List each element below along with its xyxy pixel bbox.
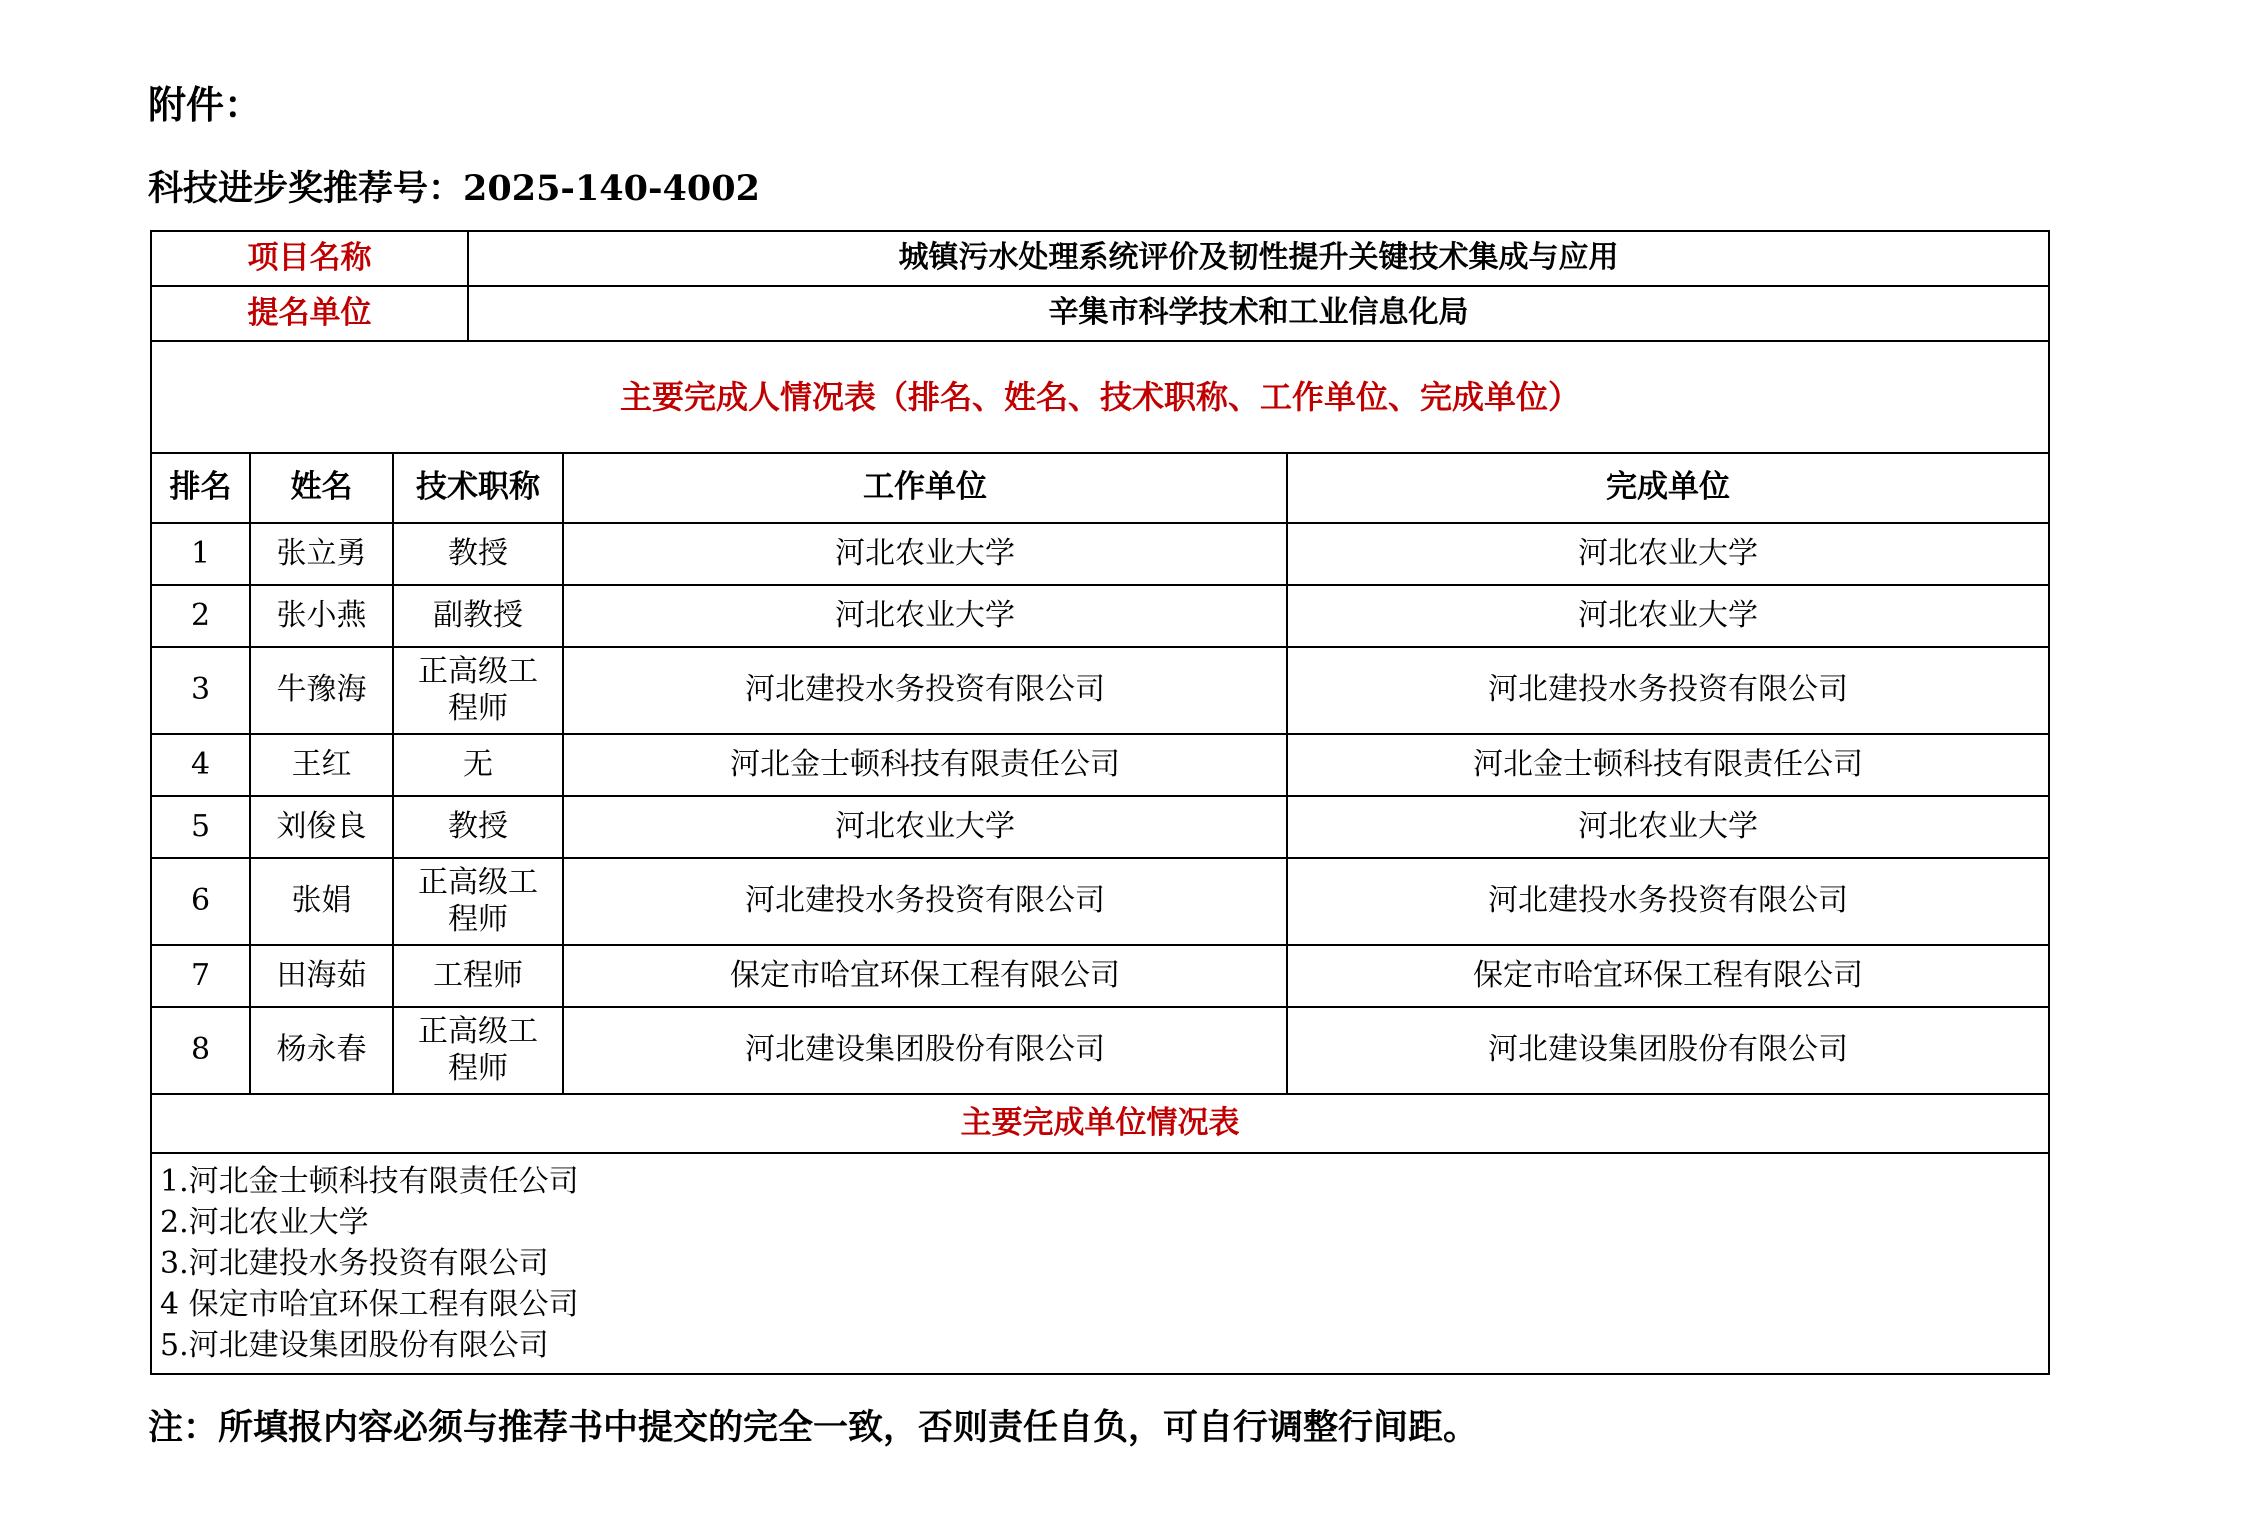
header-name: 姓名 <box>250 453 393 523</box>
note-text: 注：所填报内容必须与推荐书中提交的完全一致，否则责任自负，可自行调整行间距。 <box>148 1406 1479 1448</box>
completion-unit-cell: 河北金士顿科技有限责任公司 <box>1287 734 2049 796</box>
name-cell: 杨永春 <box>250 1007 393 1094</box>
contributors-title-row <box>151 341 2049 453</box>
name-cell: 张小燕 <box>250 585 393 647</box>
contributors-title-cell: 主要完成人情况表（排名、姓名、技术职称、工作单位、完成单位） <box>151 341 2049 453</box>
title-cell: 无 <box>393 734 563 796</box>
table-row <box>151 647 2049 734</box>
contributors-header-row <box>151 453 2049 523</box>
project-name-label-cell: 项目名称 <box>151 231 468 286</box>
header-title: 技术职称 <box>393 453 563 523</box>
header-completion-unit: 完成单位 <box>1287 453 2049 523</box>
attachment-label: 附件： <box>148 82 263 127</box>
rank-cell: 5 <box>151 796 250 858</box>
unit-item: 2.河北农业大学 <box>160 1204 369 1240</box>
table-row <box>151 523 2049 585</box>
name-cell: 张娟 <box>250 858 393 945</box>
units-list-row <box>151 1153 2049 1374</box>
table-row <box>151 1007 2049 1094</box>
table-row <box>151 585 2049 647</box>
title-cell: 教授 <box>393 523 563 585</box>
nominator-label-cell: 提名单位 <box>151 286 468 341</box>
work-unit-cell: 河北农业大学 <box>563 796 1287 858</box>
name-cell: 王红 <box>250 734 393 796</box>
completion-unit-cell: 河北建设集团股份有限公司 <box>1287 1007 2049 1094</box>
completion-unit-cell: 河北农业大学 <box>1287 585 2049 647</box>
header-work-unit: 工作单位 <box>563 453 1287 523</box>
nominator-value-cell: 辛集市科学技术和工业信息化局 <box>468 286 2049 341</box>
name-cell: 牛豫海 <box>250 647 393 734</box>
work-unit-cell: 保定市哈宜环保工程有限公司 <box>563 945 1287 1007</box>
header-rank: 排名 <box>151 453 250 523</box>
table-row <box>151 858 2049 945</box>
name-cell: 刘俊良 <box>250 796 393 858</box>
completion-unit-cell: 河北建投水务投资有限公司 <box>1287 858 2049 945</box>
unit-item: 4 保定市哈宜环保工程有限公司 <box>160 1286 579 1322</box>
title-cell: 正高级工程师 <box>393 1007 563 1094</box>
work-unit-cell: 河北建投水务投资有限公司 <box>563 647 1287 734</box>
table-row <box>151 945 2049 1007</box>
project-name-value-cell: 城镇污水处理系统评价及韧性提升关键技术集成与应用 <box>468 231 2049 286</box>
completion-unit-cell: 河北农业大学 <box>1287 523 2049 585</box>
rank-cell: 8 <box>151 1007 250 1094</box>
table-row <box>151 796 2049 858</box>
unit-item: 1.河北金士顿科技有限责任公司 <box>160 1163 579 1199</box>
title-cell: 工程师 <box>393 945 563 1007</box>
name-cell: 张立勇 <box>250 523 393 585</box>
work-unit-cell: 河北农业大学 <box>563 585 1287 647</box>
title-cell: 教授 <box>393 796 563 858</box>
work-unit-cell: 河北农业大学 <box>563 523 1287 585</box>
completion-unit-cell: 河北农业大学 <box>1287 796 2049 858</box>
recommendation-line <box>148 168 2245 210</box>
unit-item: 3.河北建投水务投资有限公司 <box>160 1245 549 1281</box>
work-unit-cell: 河北建设集团股份有限公司 <box>563 1007 1287 1094</box>
recommendation-number: 2025-140-4002 <box>463 167 760 209</box>
units-title-row <box>151 1094 2049 1153</box>
rank-cell: 4 <box>151 734 250 796</box>
rank-cell: 2 <box>151 585 250 647</box>
rank-cell: 3 <box>151 647 250 734</box>
nominator-row <box>151 286 2049 341</box>
work-unit-cell: 河北建投水务投资有限公司 <box>563 858 1287 945</box>
title-cell: 正高级工程师 <box>393 647 563 734</box>
title-cell: 正高级工程师 <box>393 858 563 945</box>
rank-cell: 6 <box>151 858 250 945</box>
work-unit-cell: 河北金士顿科技有限责任公司 <box>563 734 1287 796</box>
unit-item: 5.河北建设集团股份有限公司 <box>160 1327 549 1363</box>
recommendation-label: 科技进步奖推荐号： <box>148 167 464 209</box>
project-info-table <box>150 230 2050 342</box>
table-row <box>151 734 2049 796</box>
title-cell: 副教授 <box>393 585 563 647</box>
name-cell: 田海茹 <box>250 945 393 1007</box>
completion-unit-cell: 保定市哈宜环保工程有限公司 <box>1287 945 2049 1007</box>
contributors-table <box>150 340 2050 1375</box>
rank-cell: 7 <box>151 945 250 1007</box>
units-list-cell <box>151 1153 2049 1374</box>
units-title-cell: 主要完成单位情况表 <box>151 1094 2049 1153</box>
project-name-row <box>151 231 2049 286</box>
rank-cell: 1 <box>151 523 250 585</box>
completion-unit-cell: 河北建投水务投资有限公司 <box>1287 647 2049 734</box>
